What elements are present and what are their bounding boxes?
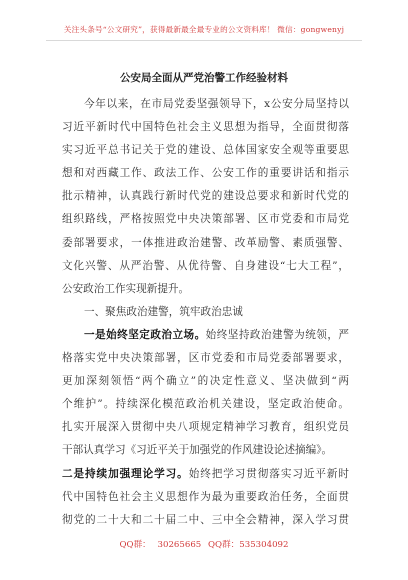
document-title: 公安局全面从严党治警工作经验材料 <box>120 72 288 84</box>
qq-group-2: QQ群：535304092 <box>208 540 289 550</box>
paragraph-line: 更加深刻领悟“两个确立”的决定性意义、坚决做到“两 <box>62 375 349 388</box>
paragraph-line: 公安政治工作实现新提升。 <box>62 282 190 295</box>
promo-footer <box>0 538 408 550</box>
point-lead: 一是始终坚定政治立场。 <box>84 328 206 341</box>
paragraph-line: 格落实党中央决策部署，区市党委和市局党委部署要求， <box>62 352 349 365</box>
paragraph-line: 代中国特色社会主义思想作为最为重要政治任务，全面贯 <box>62 490 349 503</box>
point-lead: 二是持续加强理论学习。 <box>62 467 189 480</box>
paragraph-line: 文化兴警、从严治警、从优待警、自身建设“七大工程”， <box>62 259 349 272</box>
point-text: 始终把学习贯彻落实习近平新时 <box>188 467 349 480</box>
paragraph-line: 批示精神，认真践行新时代党的建设总要求和新时代党的 <box>62 190 349 203</box>
paragraph-line: 委部署要求，一体推进政治建警、改革励警、素质强警、 <box>62 236 349 249</box>
paragraph-line: 彻党的二十大和二十届二中、三中全会精神，深入学习贯 <box>62 513 349 526</box>
point-text: 始终坚持政治建警为统领，严 <box>205 328 349 341</box>
paragraph-line: 实习近平总书记关于党的建设、总体国家安全观等重要思 <box>62 144 349 157</box>
paragraph-line: 想和对西藏工作、政法工作、公安工作的重要讲话和指示 <box>62 167 349 180</box>
section-heading: 一、聚焦政治建警，筑牢政治忠诚 <box>84 305 243 318</box>
document-body <box>62 93 349 532</box>
paragraph-line: 今年以来，在市局党委坚强领导下，x公安分局坚持以 <box>84 98 349 110</box>
paragraph-line: 习近平新时代中国特色社会主义思想为指导，全面贯彻落 <box>62 121 349 134</box>
paragraph-line: 扎实开展深入贯彻中央八项规定精神学习教育，组织党员 <box>62 421 349 434</box>
qq-group-1: QQ群： 30265665 <box>119 540 202 550</box>
paragraph-line: 组织路线，严格按照党中央决策部署、区市党委和市局党 <box>62 213 349 226</box>
point-first-line <box>62 463 349 486</box>
paragraph-line: 干部认真学习《习近平关于加强党的作风建设论述摘编》。 <box>62 444 333 457</box>
paragraph-line: 个维护”。持续深化模范政治机关建设，坚定政治使命。 <box>62 398 349 411</box>
header-divider <box>46 40 362 41</box>
promo-header: 关注头条号“公文研究”，获得最新最全最专业的公文资料库！ 微信：gongwenyj <box>63 25 345 34</box>
point-first-line <box>62 324 349 347</box>
